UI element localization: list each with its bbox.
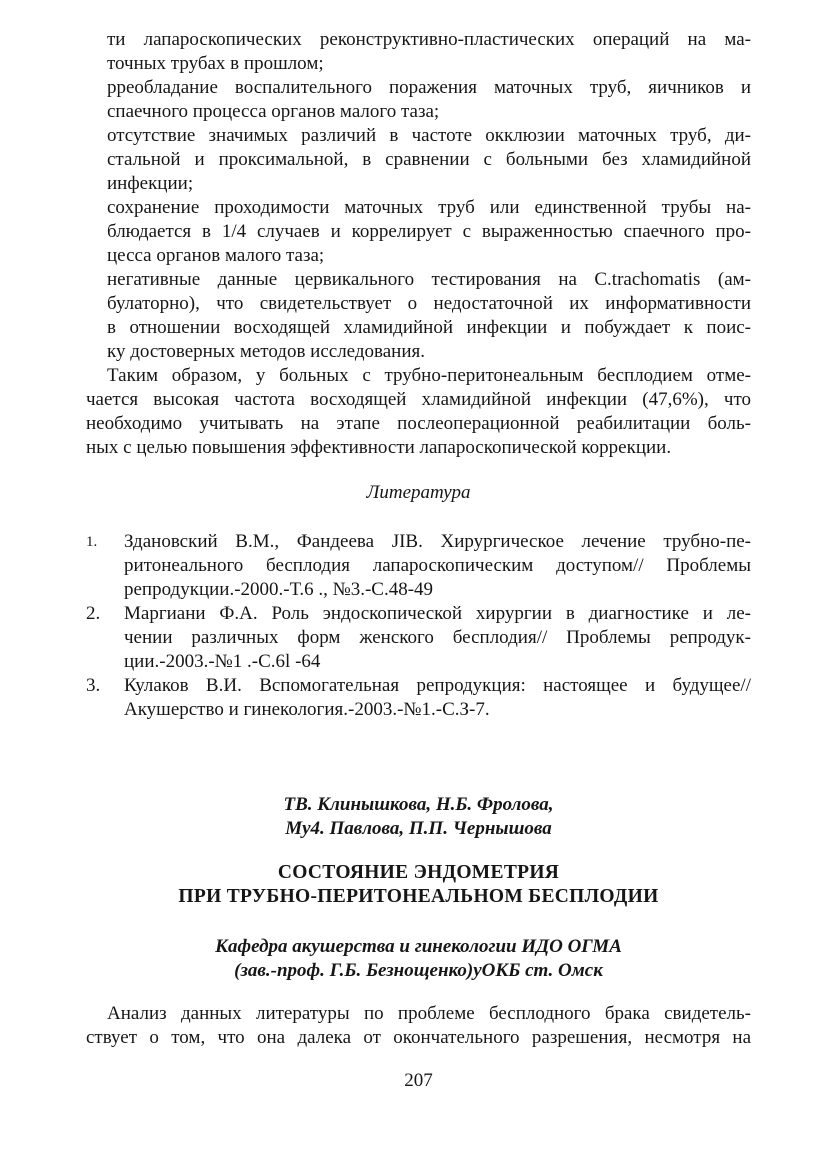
list-line: ку достоверных методов исследования.	[107, 341, 426, 362]
reference-line: репродукции.-2000.-Т.6 ., №3.-С.48-49	[124, 579, 434, 600]
list-line: стальной и проксимальной, в сравнении с больными без хламидийной	[107, 149, 751, 170]
article-title: ПРИ ТРУБНО-ПЕРИТОНЕАЛЬНОМ БЕСПЛОДИИ	[178, 886, 659, 907]
list-line: инфекции;	[107, 173, 194, 194]
reference-line: чении различных форм женского бесплодия// Проблемы репродук-	[124, 627, 751, 648]
reference-number: 2.	[86, 603, 101, 624]
list-line: негативные данные цервикального тестирования на C.trachomatis (ам-	[107, 269, 751, 290]
reference-line: Здановский В.М., Фандеева JIB. Хирургическое лечение трубно-пе-	[124, 531, 751, 552]
authors-line: ТВ. Клинышкова, Н.Б. Фролова,	[283, 794, 554, 815]
list-line: точных трубах в прошлом;	[107, 53, 324, 74]
list-line: отсутствие значимых различий в частоте окклюзии маточных труб, ди-	[107, 125, 751, 146]
list-line: рреобладание воспалительного поражения маточных труб, яичников и	[107, 77, 751, 98]
list-line: цесса органов малого таза;	[107, 245, 325, 266]
authors-line: Му4. Павлова, П.П. Чернышова	[285, 818, 552, 839]
paragraph-line: чается высокая частота восходящей хламидийной инфекции (47,6%), что	[86, 389, 751, 410]
list-line: спаечного процесса органов малого таза;	[107, 101, 440, 122]
article-title: СОСТОЯНИЕ ЭНДОМЕТРИЯ	[277, 862, 560, 883]
list-line: в отношении восходящей хламидийной инфекции и побуждает к поис-	[107, 317, 751, 338]
paragraph-line: Таким образом, у больных с трубно-перитонеальным бесплодием отме-	[107, 365, 751, 386]
paragraph-line: ных с целью повышения эффективности лапароскопической коррекции.	[86, 437, 672, 458]
affiliation-line: (зав.-проф. Г.Б. Безнощенко)уОКБ ст. Омск	[234, 960, 603, 981]
affiliation-line: Кафедра акушерства и гинекологии ИДО ОГМА	[215, 936, 622, 957]
page-number: 207	[404, 1070, 433, 1091]
list-line: сохранение проходимости маточных труб или единственной трубы на-	[107, 197, 751, 218]
literature-heading: Литература	[366, 482, 471, 503]
reference-line: ритонеального бесплодия лапароскопическим доступом// Проблемы	[124, 555, 751, 576]
list-line: ти лапароскопических реконструктивно-пластических операций на ма-	[107, 29, 751, 50]
reference-line: Кулаков В.И. Вспомогательная репродукция: настоящее и будущее//	[124, 675, 751, 696]
list-line: булаторно), что свидетельствует о недостаточной их информативности	[107, 293, 751, 314]
reference-line: Маргиани Ф.А. Роль эндоскопической хирургии в диагностике и ле-	[124, 603, 751, 624]
reference-line: Акушерство и гинекология.-2003.-№1.-С.З-7.	[124, 699, 490, 720]
body-line: Анализ данных литературы по проблеме бесплодного брака свидетель-	[107, 1003, 751, 1024]
reference-line: ции.-2003.-№1 .-С.6l -64	[124, 651, 321, 672]
paragraph-line: необходимо учитывать на этапе послеоперационной реабилитации боль-	[86, 413, 751, 434]
reference-number: 1.	[86, 534, 98, 550]
body-line: ствует о том, что она далека от окончательного разрешения, несмотря на	[86, 1027, 751, 1048]
reference-number: 3.	[86, 675, 101, 696]
list-line: блюдается в 1/4 случаев и коррелирует с выраженностью спаечного про-	[107, 221, 751, 242]
